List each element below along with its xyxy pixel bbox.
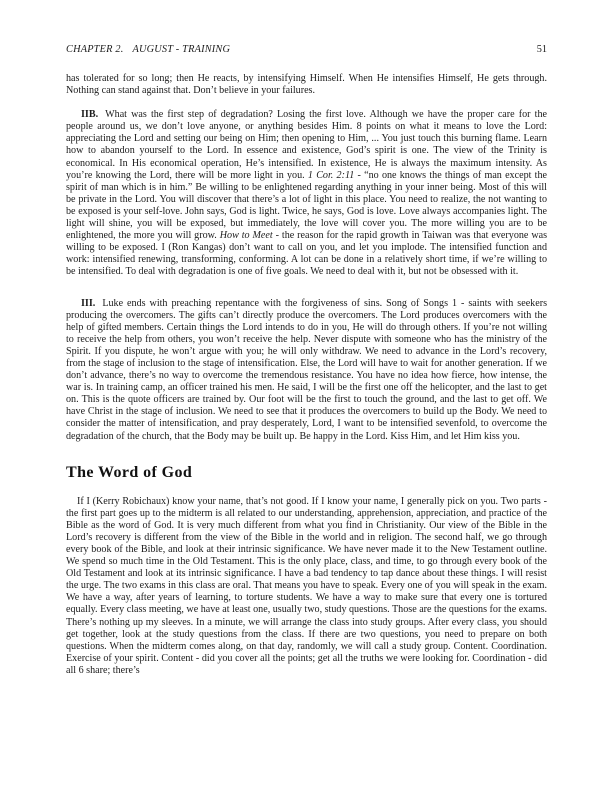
scripture-reference: 1 Cor. 2:11 [307, 169, 355, 181]
running-header [66, 44, 547, 56]
book-title-reference: How to Meet [219, 230, 273, 242]
paragraph-word-of-god: If I (Kerry Robichaux) know your name, that’s not good. If I know your name, I generally pick on you. Two parts - the first part goes up to the midterm is all related to our understanding, apprehension, appreciation, and practice of the Bible as the word of God. It is very much different from what you find in Christianity. Our view of the Bible in the Lord’s recovery is different from the view of the Bible in the world and in religion. The second half, we go through every book of the Bible, and look at their intrinsic significance. We have never made it to the New Testament outline. We spend so much time in the Old Testament. This is the only place, class, and time, to go through every book of the Old Testament and look at its intrinsic significance. I have a bad tendency to tap dance about these things. I will resist the urge. The two exams in this class are oral. That means you have to speak. Every one of you will speak in the exam. We have a way, after years of learning, to torture students. We have a way to make sure that every one is tortured equally. Every class meeting, we have at least one, usually two, study questions. Those are the questions for the exams. There’s nothing up my sleeves. In a minute, we will arrange the class into study groups. After every class, you should get together, look at the study questions from the class. If there are two questions, you need to prepare on both questions. When the midterm comes along, on that day, randomly, we will call a study group. Content. Coordination. Exercise of your spirit. Content - did you cover all the points; get all the truths we were looking for. Coordination - did all 6 share; there’s [66, 495, 548, 676]
text-block [66, 44, 547, 689]
outline-label-iii: III. [81, 297, 96, 309]
paragraph-iii-text: Luke ends with preaching repentance with the forgiveness of sins. Song of Songs 1 - saints with seekers producing the overcomers. The gifts can’t directly produce the overcomers. The Lord produces overcomers with the help of gifted members. Certain things the Lord intends to do in you, He will do through others. If you’re not willing to receive the help from others, you won’t receive the help. Never dispute with someone who has the ministry of the Spirit. If you dispute, he won’t argue with you; he will only withdraw. We need to advance in the Lord’s recovery, from the stage of inclusion to the stage of intensification. Else, the Lord will have to wait for another generation. If we don’t advance, there’s no way to overcome the tremendous resistance. You have no idea how fierce, how intense, the war is. In training camp, an officer trained his men. He said, I will be the first one off the helicopter, and the last to get on. This is the quote officers are trained by. Our foot will be the first to touch the ground, and the last to get off. We have Christ in the stage of inclusion. We need to see that it produces the overcomers to build up the Body. We need to consider the matter of intensification, and pray desperately, Lord, I want to be intensified sevenfold, to overcome the degradation of the church, that the Body may be built up. Be happy in the Lord. Kiss Him, and let Him kiss you. [66, 297, 547, 442]
outline-label-iib: IIB. [81, 109, 99, 121]
chapter-title: AUGUST - TRAINING [132, 44, 231, 55]
paragraph-iib-text-1: What was the first step of degradation? Losing the first love. Although we have the proper care for the people around us, we don’t love anyone, or anything besides Him. 8 points on what it means to love the Lord: appreciating the Lord and setting our being on Him; then opening to Him, ... You just touch this burning flame. Learn how to abandon yourself to the Lord. In essence and existence, God’s spirit is one. The view of the Trinity is economical. In His economical operation, He’s intensified. In existence, He is always the maximum intensity. As you’re knowing the Lord, there will be more light in you. [66, 109, 547, 181]
paragraph-spacer [66, 291, 547, 298]
paragraph-item-iii [66, 298, 547, 443]
section-title: The Word of God [66, 463, 193, 481]
page-number: 51 [536, 44, 547, 55]
chapter-label: CHAPTER 2. [66, 44, 124, 55]
paragraph-continuation: has tolerated for so long; then He reacts, by intensifying Himself. When He intensifies Himself, He gets through. Nothing can stand against that. Don’t believe in your failures. [66, 73, 547, 97]
page-body [66, 73, 547, 677]
paragraph-item-iib [66, 109, 547, 278]
paragraph-iib-text-2: - “no one knows the things of man except the spirit of man which is in him.” Be willing to be enlightened regarding anything in your inner being. Most of this will be private in the Lord. You will discover that there’s a lot of light in this place. You need to realize, the not wanting to be exposed is your self-love. John says, God is light. Twice, he says, God is love. Love always accompanies light. The light will shine, you will be exposed, but immediately, the love will cover you. The more willing you are to be enlightened, the more you will grow. [66, 169, 547, 242]
running-head [66, 44, 230, 56]
paragraph-iib-text-3: - the reason for the rapid growth in Taiwan was that everyone was willing to be exposed. I (Ron Kangas) don’t want to call on you, and let you implode. The intensified function and work: intensified renewing, transforming, conforming. A lot can be done in a relatively short time, if we’re willing to be intensified. To deal with degradation is one of five goals. We need to deal with it, but not be obsessed with it. [66, 230, 548, 278]
